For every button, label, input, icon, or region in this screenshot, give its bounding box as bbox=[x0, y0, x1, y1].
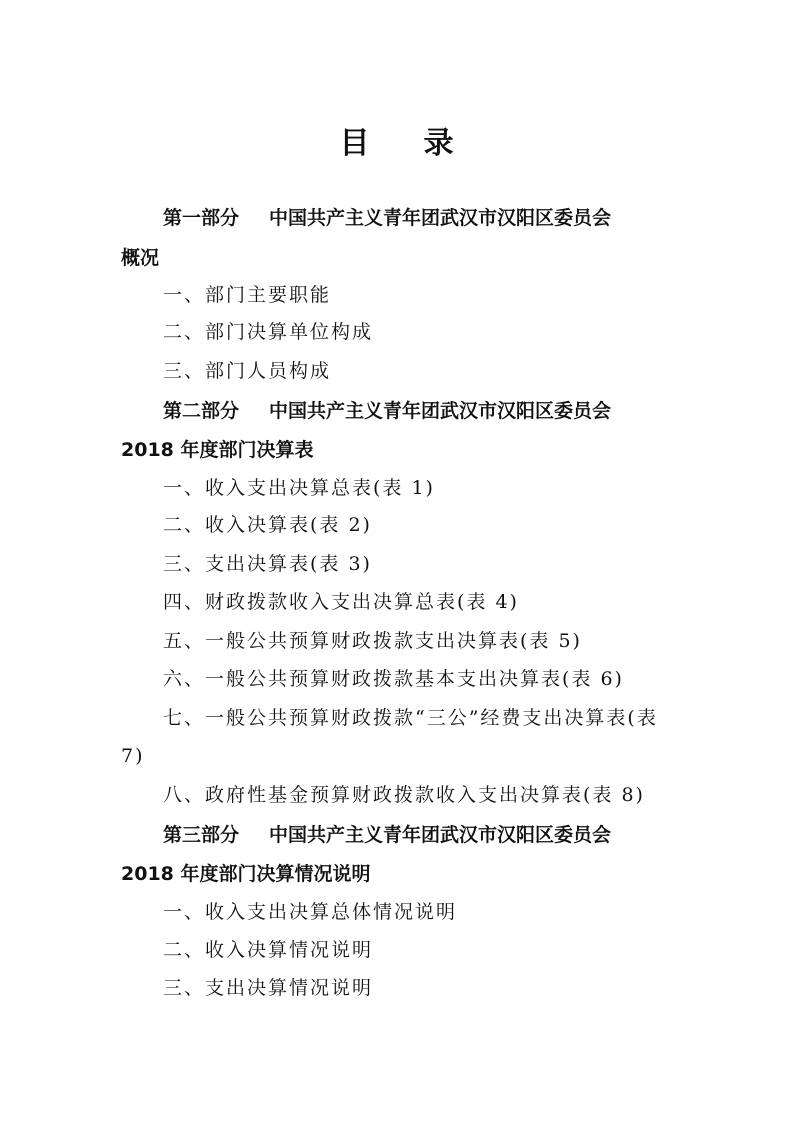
page-title: 目录 bbox=[339, 126, 508, 161]
part-1-title-line1: 中国共产主义青年团武汉市汉阳区委员会 bbox=[269, 207, 612, 229]
toc-item[interactable]: 六、一般公共预算财政拨款基本支出决算表(表 6) bbox=[163, 668, 624, 690]
toc-item[interactable]: 二、收入决算表(表 2) bbox=[163, 514, 372, 536]
part-2-title-line2: 2018 年度部门决算表 bbox=[121, 439, 314, 461]
part-3-title-line2: 2018 年度部门决算情况说明 bbox=[121, 863, 371, 885]
part-3-label: 第三部分 bbox=[163, 824, 240, 846]
toc-item[interactable]: 三、支出决算表(表 3) bbox=[163, 553, 372, 575]
toc-item[interactable]: 一、收入支出决算总体情况说明 bbox=[163, 901, 458, 923]
toc-item[interactable]: 三、部门人员构成 bbox=[163, 360, 332, 382]
toc-item[interactable]: 五、一般公共预算财政拨款支出决算表(表 5) bbox=[163, 630, 582, 652]
part-1-heading bbox=[163, 204, 611, 232]
part-3-title-line1: 中国共产主义青年团武汉市汉阳区委员会 bbox=[269, 824, 612, 846]
toc-item[interactable]: 七、一般公共预算财政拨款“三公”经费支出决算表(表 bbox=[163, 707, 658, 729]
toc-item[interactable]: 一、收入支出决算总表(表 1) bbox=[163, 477, 435, 499]
part-1-title-line2: 概况 bbox=[121, 247, 160, 269]
toc-item[interactable]: 三、支出决算情况说明 bbox=[163, 977, 374, 999]
toc-item[interactable]: 二、部门决算单位构成 bbox=[163, 321, 374, 343]
part-3-heading bbox=[163, 821, 611, 849]
part-2-heading bbox=[163, 397, 611, 425]
part-2-title-line1: 中国共产主义青年团武汉市汉阳区委员会 bbox=[269, 400, 612, 422]
part-2-label: 第二部分 bbox=[163, 400, 240, 422]
toc-item[interactable]: 二、收入决算情况说明 bbox=[163, 939, 374, 961]
part-1-label: 第一部分 bbox=[163, 207, 240, 229]
toc-item-continuation[interactable]: 7) bbox=[121, 745, 145, 767]
toc-item[interactable]: 一、部门主要职能 bbox=[163, 284, 332, 306]
toc-item[interactable]: 四、财政拨款收入支出决算总表(表 4) bbox=[163, 591, 519, 613]
toc-item[interactable]: 八、政府性基金预算财政拨款收入支出决算表(表 8) bbox=[163, 784, 645, 806]
